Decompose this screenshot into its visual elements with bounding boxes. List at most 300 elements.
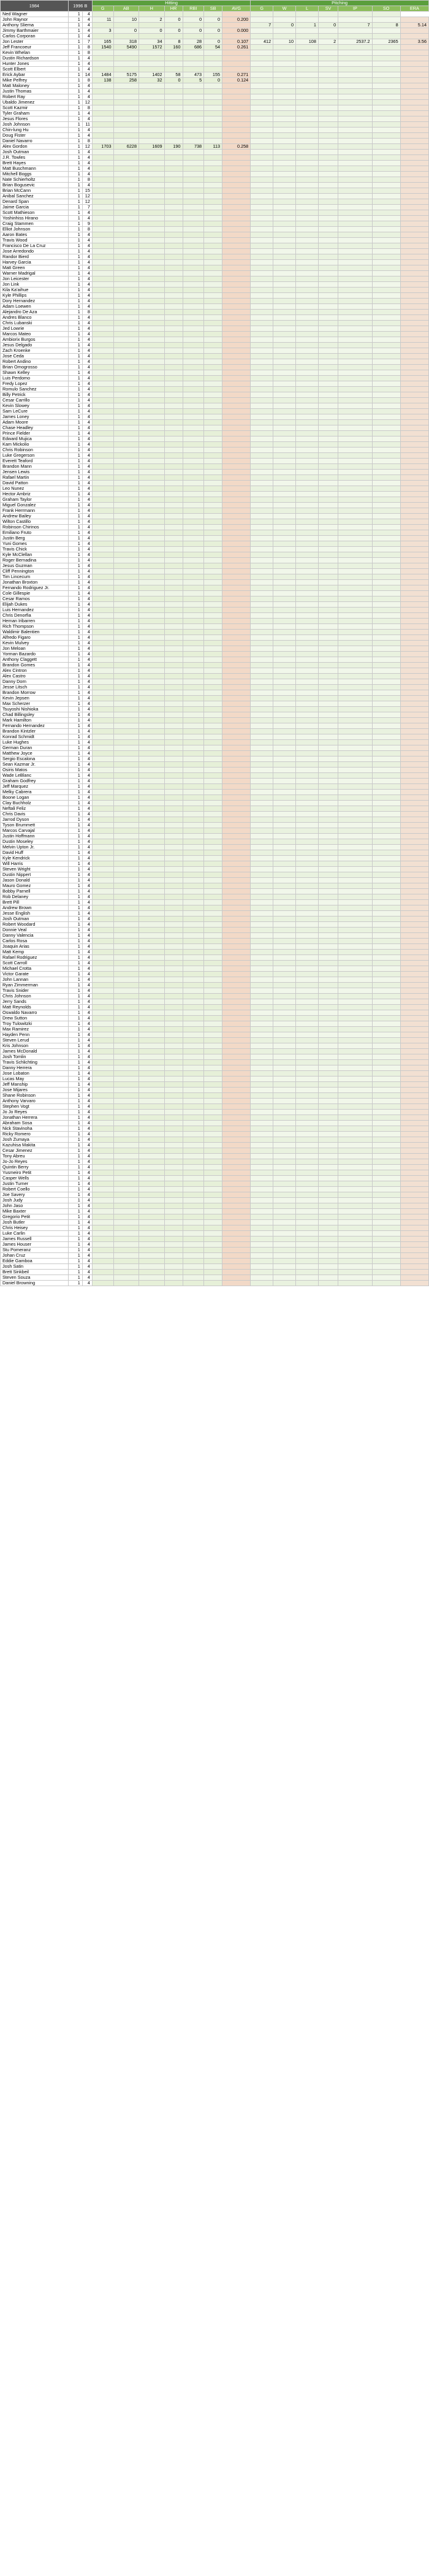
year-cell: 4 <box>82 210 92 216</box>
pitching-cell <box>273 1082 296 1088</box>
era-cell <box>400 1225 428 1231</box>
table-row <box>1 569 429 574</box>
player-name-cell: Jonathan Herrera <box>1 1115 69 1121</box>
hitting-cell <box>113 481 139 486</box>
pitching-cell <box>273 232 296 238</box>
avg-cell <box>222 652 251 657</box>
hitting-cell <box>92 635 113 641</box>
year-cell: 1 <box>68 762 82 768</box>
hitting-cell <box>139 1242 165 1248</box>
era-cell <box>400 470 428 475</box>
hitting-cell <box>139 734 165 740</box>
era-cell <box>400 205 428 210</box>
avg-cell <box>222 326 251 332</box>
player-name-cell: Alejandro De Aza <box>1 310 69 315</box>
hitting-cell <box>164 806 183 812</box>
pitching-cell <box>251 1005 273 1010</box>
hitting-cell <box>183 674 204 679</box>
hitting-cell <box>183 310 204 315</box>
year-cell: 1 <box>68 878 82 883</box>
pitching-cell <box>372 1054 400 1060</box>
hitting-cell <box>164 321 183 326</box>
hitting-cell <box>113 1259 139 1264</box>
era-cell <box>400 337 428 343</box>
hitting-cell <box>92 359 113 365</box>
player-name-cell: Alfredo Figaro <box>1 635 69 641</box>
pitching-cell <box>338 144 372 150</box>
pitching-cell <box>251 1264 273 1270</box>
hitting-cell <box>204 459 222 464</box>
year-cell: 1 <box>68 1010 82 1016</box>
pitching-cell <box>273 641 296 646</box>
hitting-cell: 0 <box>183 28 204 34</box>
avg-cell <box>222 1027 251 1032</box>
year-cell: 1 <box>68 773 82 779</box>
year-cell: 1 <box>68 624 82 630</box>
pitching-cell <box>318 751 338 756</box>
pitching-cell <box>273 839 296 845</box>
pitching-cell <box>251 679 273 685</box>
pitching-cell <box>296 690 319 696</box>
table-row <box>1 299 429 304</box>
pitching-cell <box>338 580 372 585</box>
hitting-cell <box>164 431 183 436</box>
hitting-cell <box>204 1032 222 1038</box>
avg-cell <box>222 646 251 652</box>
pitching-cell <box>296 630 319 635</box>
era-cell <box>400 492 428 497</box>
pitching-cell <box>273 1154 296 1159</box>
hitting-cell <box>113 977 139 983</box>
year-cell: 4 <box>82 1038 92 1043</box>
hitting-cell <box>204 492 222 497</box>
hitting-cell <box>183 1115 204 1121</box>
hitting-cell <box>92 1259 113 1264</box>
hitting-cell <box>113 525 139 530</box>
hitting-cell <box>92 961 113 966</box>
hitting-cell <box>139 756 165 762</box>
hitting-cell <box>204 729 222 734</box>
pitching-cell <box>273 756 296 762</box>
hitting-cell <box>92 994 113 999</box>
pitching-cell <box>296 216 319 221</box>
year-cell: 1 <box>68 1181 82 1187</box>
year-cell: 4 <box>82 790 92 795</box>
hitting-cell <box>139 585 165 591</box>
hitting-cell <box>139 172 165 177</box>
pitching-cell <box>273 45 296 50</box>
pitching-cell <box>372 674 400 679</box>
table-row <box>1 834 429 839</box>
hitting-cell <box>139 332 165 337</box>
hitting-cell <box>113 641 139 646</box>
year-cell: 1 <box>68 1137 82 1143</box>
year-cell: 8 <box>82 310 92 315</box>
pitching-cell <box>338 425 372 431</box>
hitting-cell <box>164 271 183 276</box>
pitching-cell <box>318 122 338 128</box>
column-header: G <box>92 6 113 12</box>
pitching-cell <box>318 1027 338 1032</box>
hitting-cell <box>113 784 139 790</box>
era-cell <box>400 1143 428 1148</box>
hitting-cell <box>139 939 165 944</box>
hitting-cell <box>204 712 222 718</box>
era-cell <box>400 1137 428 1143</box>
pitching-cell <box>318 398 338 403</box>
pitching-cell <box>296 254 319 260</box>
table-row <box>1 850 429 856</box>
hitting-cell <box>164 872 183 878</box>
pitching-cell <box>296 310 319 315</box>
hitting-cell <box>164 492 183 497</box>
pitching-cell <box>296 1010 319 1016</box>
hitting-cell <box>183 188 204 194</box>
pitching-cell <box>296 1077 319 1082</box>
hitting-cell <box>139 707 165 712</box>
pitching-cell <box>296 1005 319 1010</box>
pitching-cell <box>338 116 372 122</box>
hitting-cell <box>204 1154 222 1159</box>
pitching-cell <box>318 1148 338 1154</box>
era-cell <box>400 359 428 365</box>
era-cell: 3.56 <box>400 39 428 45</box>
pitching-cell <box>251 729 273 734</box>
player-name-cell: Fernando Rodriguez Jr. <box>1 585 69 591</box>
avg-cell <box>222 723 251 729</box>
hitting-cell <box>164 690 183 696</box>
player-name-cell: Kevin Slowey <box>1 403 69 409</box>
avg-cell <box>222 1032 251 1038</box>
hitting-cell <box>139 376 165 381</box>
hitting-cell <box>164 701 183 707</box>
pitching-cell <box>273 574 296 580</box>
hitting-cell <box>113 1225 139 1231</box>
pitching-cell <box>273 541 296 547</box>
pitching-cell <box>273 668 296 674</box>
pitching-cell <box>296 376 319 381</box>
hitting-cell <box>113 1281 139 1286</box>
table-row <box>1 497 429 503</box>
pitching-cell <box>273 530 296 536</box>
pitching-cell <box>318 972 338 977</box>
hitting-cell <box>164 1137 183 1143</box>
column-header: AVG <box>222 6 251 12</box>
hitting-cell <box>113 420 139 425</box>
avg-cell <box>222 265 251 271</box>
table-row <box>1 1137 429 1143</box>
hitting-cell: 0 <box>204 78 222 83</box>
hitting-cell <box>139 1027 165 1032</box>
pitching-cell <box>296 1198 319 1203</box>
hitting-cell <box>139 282 165 288</box>
hitting-cell <box>92 779 113 784</box>
pitching-cell <box>273 834 296 839</box>
pitching-cell <box>296 271 319 276</box>
pitching-cell <box>318 552 338 558</box>
hitting-cell <box>92 459 113 464</box>
hitting-cell <box>183 139 204 144</box>
pitching-cell <box>251 1237 273 1242</box>
player-name-cell: Denard Span <box>1 199 69 205</box>
pitching-cell <box>318 1237 338 1242</box>
pitching-cell <box>338 50 372 56</box>
pitching-cell <box>273 596 296 602</box>
hitting-cell <box>164 519 183 525</box>
hitting-cell <box>204 1137 222 1143</box>
pitching-cell <box>296 1281 319 1286</box>
avg-cell <box>222 872 251 878</box>
year-cell: 8 <box>82 50 92 56</box>
hitting-cell <box>139 431 165 436</box>
era-cell <box>400 381 428 387</box>
hitting-cell <box>204 751 222 756</box>
pitching-cell <box>273 216 296 221</box>
table-row <box>1 729 429 734</box>
hitting-cell <box>113 359 139 365</box>
year-cell: 1 <box>68 1148 82 1154</box>
pitching-cell <box>338 45 372 50</box>
pitching-cell <box>273 1065 296 1071</box>
pitching-cell <box>318 1049 338 1054</box>
hitting-cell <box>139 674 165 679</box>
pitching-cell <box>273 425 296 431</box>
hitting-cell <box>92 94 113 100</box>
pitching-cell <box>338 773 372 779</box>
pitching-cell <box>273 1010 296 1016</box>
pitching-cell <box>273 1049 296 1054</box>
hitting-cell <box>139 652 165 657</box>
pitching-cell <box>318 1187 338 1192</box>
era-cell <box>400 431 428 436</box>
pitching-cell <box>372 856 400 861</box>
hitting-cell <box>113 1032 139 1038</box>
pitching-cell <box>318 525 338 530</box>
hitting-cell <box>92 690 113 696</box>
pitching-cell <box>372 1082 400 1088</box>
hitting-cell <box>164 613 183 619</box>
player-name-cell: Doug Fister <box>1 133 69 139</box>
hitting-cell <box>164 630 183 635</box>
hitting-cell <box>204 674 222 679</box>
pitching-cell <box>296 922 319 928</box>
hitting-cell <box>113 756 139 762</box>
hitting-cell <box>204 354 222 359</box>
avg-cell <box>222 624 251 630</box>
avg-cell <box>222 205 251 210</box>
hitting-cell <box>164 696 183 701</box>
era-cell <box>400 740 428 745</box>
pitching-cell <box>372 928 400 933</box>
player-name-cell: Chris Johnson <box>1 994 69 999</box>
pitching-cell <box>372 812 400 817</box>
hitting-cell <box>183 265 204 271</box>
pitching-cell <box>338 646 372 652</box>
hitting-cell <box>113 1027 139 1032</box>
pitching-cell <box>296 288 319 293</box>
avg-cell <box>222 591 251 596</box>
table-row <box>1 988 429 994</box>
pitching-cell <box>296 541 319 547</box>
era-cell <box>400 1170 428 1176</box>
avg-cell <box>222 1010 251 1016</box>
pitching-cell <box>318 78 338 83</box>
pitching-cell <box>372 78 400 83</box>
pitching-cell <box>318 1259 338 1264</box>
hitting-cell <box>204 105 222 111</box>
hitting-cell <box>92 619 113 624</box>
table-row <box>1 409 429 414</box>
pitching-cell <box>273 133 296 139</box>
year-cell: 4 <box>82 1077 92 1082</box>
pitching-cell <box>251 1126 273 1132</box>
avg-cell <box>222 812 251 817</box>
pitching-cell <box>251 933 273 939</box>
hitting-cell <box>183 779 204 784</box>
hitting-cell <box>164 1038 183 1043</box>
year-cell: 1 <box>68 45 82 50</box>
hitting-cell <box>113 337 139 343</box>
avg-cell <box>222 768 251 773</box>
pitching-cell <box>251 707 273 712</box>
hitting-cell <box>164 679 183 685</box>
pitching-cell <box>372 61 400 67</box>
table-row <box>1 288 429 293</box>
player-name-cell: Andres Blanco <box>1 315 69 321</box>
pitching-cell <box>251 293 273 299</box>
hitting-cell <box>113 370 139 376</box>
avg-cell <box>222 734 251 740</box>
hitting-cell <box>204 889 222 894</box>
pitching-cell <box>273 779 296 784</box>
avg-cell <box>222 916 251 922</box>
hitting-cell <box>92 922 113 928</box>
pitching-cell <box>338 828 372 834</box>
hitting-cell <box>92 928 113 933</box>
pitching-cell <box>296 911 319 916</box>
pitching-cell <box>318 1242 338 1248</box>
table-row <box>1 166 429 172</box>
player-name-cell: Rob Delaney <box>1 894 69 900</box>
hitting-cell <box>139 1099 165 1104</box>
hitting-cell <box>113 1253 139 1259</box>
pitching-cell <box>318 72 338 78</box>
hitting-cell <box>92 944 113 950</box>
hitting-cell <box>139 519 165 525</box>
hitting-cell <box>92 878 113 883</box>
year-cell: 1 <box>68 288 82 293</box>
year-cell: 4 <box>82 596 92 602</box>
era-cell <box>400 1121 428 1126</box>
year-cell: 4 <box>82 1104 92 1110</box>
hitting-cell <box>164 1159 183 1165</box>
hitting-cell <box>204 519 222 525</box>
table-row <box>1 194 429 199</box>
year-cell: 1 <box>68 779 82 784</box>
era-cell <box>400 376 428 381</box>
pitching-cell <box>251 282 273 288</box>
hitting-cell <box>113 161 139 166</box>
hitting-cell <box>113 343 139 348</box>
hitting-cell <box>113 100 139 105</box>
pitching-cell <box>273 944 296 950</box>
hitting-cell <box>139 955 165 961</box>
hitting-cell <box>183 939 204 944</box>
pitching-cell <box>296 745 319 751</box>
hitting-cell <box>139 1248 165 1253</box>
hitting-cell <box>113 541 139 547</box>
avg-cell <box>222 365 251 370</box>
avg-cell <box>222 619 251 624</box>
avg-cell <box>222 420 251 425</box>
hitting-cell <box>92 1093 113 1099</box>
hitting-cell <box>204 950 222 955</box>
hitting-cell <box>183 67 204 72</box>
hitting-cell <box>183 1270 204 1275</box>
era-cell <box>400 1099 428 1104</box>
hitting-cell <box>113 652 139 657</box>
pitching-cell <box>251 1060 273 1065</box>
hitting-cell <box>92 999 113 1005</box>
pitching-cell <box>338 779 372 784</box>
hitting-cell <box>92 1049 113 1054</box>
pitching-cell <box>273 1165 296 1170</box>
hitting-cell <box>183 354 204 359</box>
hitting-cell <box>139 34 165 39</box>
hitting-cell <box>113 701 139 707</box>
pitching-cell <box>273 988 296 994</box>
player-name-cell: Chris Denorfia <box>1 613 69 619</box>
era-cell <box>400 310 428 315</box>
pitching-cell <box>251 801 273 806</box>
pitching-cell <box>318 657 338 663</box>
pitching-cell <box>296 894 319 900</box>
era-cell <box>400 1192 428 1198</box>
pitching-cell <box>273 243 296 249</box>
pitching-cell <box>372 530 400 536</box>
pitching-cell <box>372 210 400 216</box>
hitting-cell <box>183 1170 204 1176</box>
player-name-cell: Jesus Flores <box>1 116 69 122</box>
pitching-cell <box>251 674 273 679</box>
pitching-cell <box>338 801 372 806</box>
pitching-cell <box>372 144 400 150</box>
hitting-cell <box>183 1038 204 1043</box>
pitching-cell <box>296 977 319 983</box>
year-cell: 4 <box>82 756 92 762</box>
hitting-cell <box>139 425 165 431</box>
pitching-cell <box>372 795 400 801</box>
year-cell: 1 <box>68 685 82 690</box>
pitching-cell <box>296 1115 319 1121</box>
pitching-cell <box>372 663 400 668</box>
era-cell <box>400 508 428 514</box>
pitching-cell <box>338 1170 372 1176</box>
hitting-cell <box>139 337 165 343</box>
hitting-cell <box>113 1181 139 1187</box>
player-name-cell: Tyler Graham <box>1 111 69 116</box>
hitting-cell <box>92 817 113 823</box>
player-name-cell: Jesse Litsch <box>1 685 69 690</box>
hitting-cell <box>204 823 222 828</box>
pitching-cell <box>372 823 400 828</box>
hitting-cell <box>164 685 183 690</box>
pitching-cell <box>296 370 319 376</box>
year-cell: 1 <box>68 999 82 1005</box>
hitting-cell <box>204 1049 222 1054</box>
year-cell: 4 <box>82 370 92 376</box>
pitching-cell <box>318 1137 338 1143</box>
